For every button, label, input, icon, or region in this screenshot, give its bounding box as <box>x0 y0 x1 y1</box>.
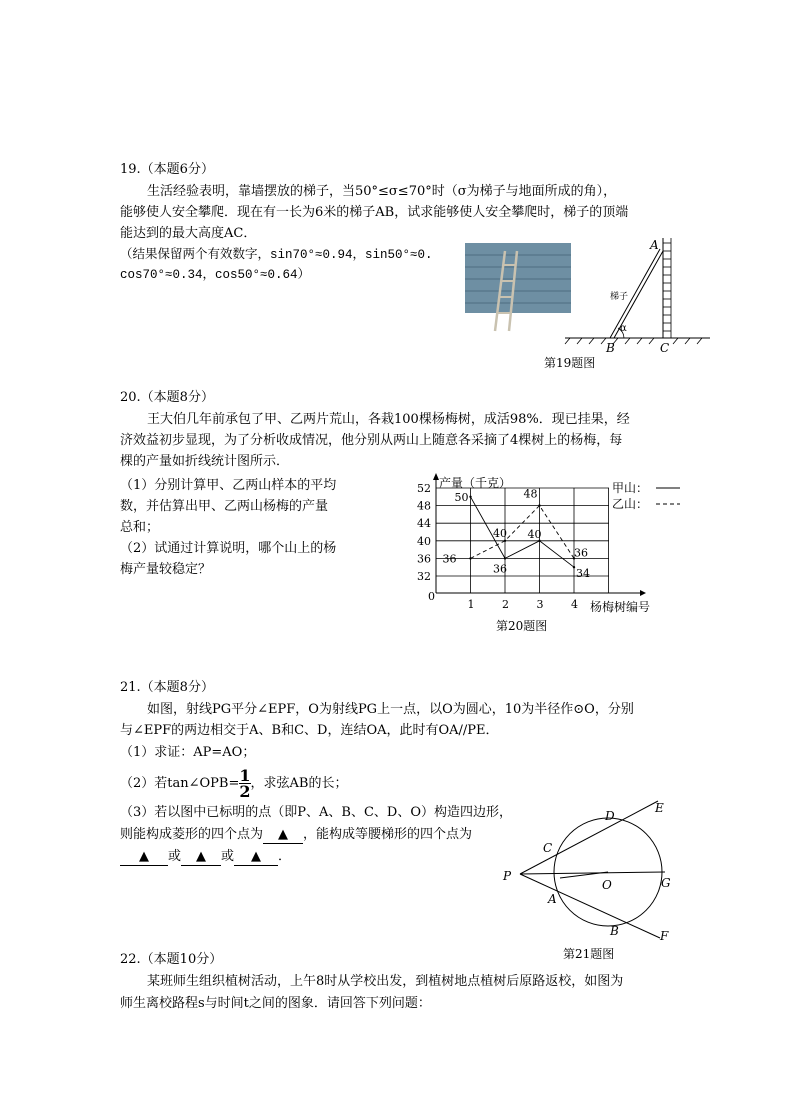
data-label: 34 <box>576 567 590 581</box>
q19-heading: 19.（本题6分） <box>120 162 214 177</box>
fraction-one-half: $\frac{1}{2}$ <box>239 766 251 801</box>
label-O: O <box>602 878 612 892</box>
x-tick-label: 4 <box>571 598 578 611</box>
q21-part-2-pre: （2）若tan∠OPB= <box>120 776 240 791</box>
q21-text-1: 如图，射线PG平分∠EPF，O为射线PG上一点，以O为圆心，10为半径作⊙O，分别 <box>147 702 634 717</box>
q20-part-1a: （1）分别计算甲、乙两山样本的平均 <box>120 478 337 493</box>
data-label: 36 <box>574 546 588 560</box>
data-label: 48 <box>523 487 538 501</box>
label-D: D <box>605 809 615 823</box>
y-tick-label: 52 <box>417 482 431 495</box>
q20-caption: 第20题图 <box>496 619 548 633</box>
label-C: C <box>660 341 670 355</box>
q19-text-1: 生活经验表明，靠墙摆放的梯子，当50°≤σ≤70°时（σ为梯子与地面所成的角）， <box>147 184 617 199</box>
q20-part-2b: 梅产量较稳定？ <box>120 562 212 577</box>
legend-jia: 甲山： <box>612 481 649 495</box>
chart-ylabel: 产量（千克） <box>439 476 512 490</box>
q20-part-1c: 总和； <box>120 520 160 535</box>
q19-text-5: cos70°≈0.34，cos50°≈0.64） <box>120 268 311 282</box>
y-tick-label: 44 <box>417 517 431 531</box>
data-label: 40 <box>527 527 542 541</box>
q20-part-1b: 数，并估算出甲、乙两山杨梅的产量 <box>120 499 329 514</box>
q21-caption: 第21题图 <box>563 947 615 961</box>
y-tick-label: 48 <box>417 499 431 513</box>
answer-blank-trapezoid-1[interactable]: ▲ <box>120 849 168 866</box>
label-P: P <box>503 869 512 883</box>
y-tick-label: 36 <box>417 552 431 566</box>
q20-heading: 20.（本题8分） <box>120 390 214 405</box>
chart-xlabel: 杨梅树编号 <box>590 600 651 614</box>
q19-text-4: （结果保留两个有效数字，sin70°≈0.94，sin50°≈0. <box>120 248 433 262</box>
q20-text-3: 棵的产量如折线统计图所示． <box>120 454 290 469</box>
q21-part-3c: ▲ 或 ▲ 或 ▲ ． <box>120 849 291 866</box>
q21-heading: 21.（本题8分） <box>120 680 214 695</box>
data-label: 50 <box>454 490 469 504</box>
q21-text-2: 与∠EPF的两边相交于A、B和C、D，连结OA，此时有OA//PE． <box>120 723 499 738</box>
chart-origin: 0 <box>428 590 435 603</box>
label-ladder: 梯子 <box>610 292 629 302</box>
label-B: B <box>610 924 619 938</box>
label-A: A <box>548 892 557 906</box>
answer-blank-rhombus[interactable]: ▲ <box>263 827 303 844</box>
x-tick-label: 2 <box>502 598 509 611</box>
x-tick-label: 1 <box>467 598 475 611</box>
label-A: A <box>650 238 659 252</box>
q19-caption: 第19题图 <box>544 356 596 370</box>
label-C: C <box>543 841 553 855</box>
q20-part-2a: （2）试通过计算说明，哪个山上的杨 <box>120 541 337 556</box>
label-B: B <box>606 341 615 355</box>
q19-text-3: 能达到的最大高度AC． <box>120 226 257 241</box>
data-label: 36 <box>493 562 507 576</box>
q21-part-3b: 则能构成菱形的四个点为 ▲ ，能构成等腰梯形的四个点为 <box>120 827 473 842</box>
answer-blank-trapezoid-2[interactable]: ▲ <box>181 849 221 866</box>
q22-heading: 22.（本题10分） <box>120 952 223 967</box>
y-tick-label: 32 <box>417 570 431 583</box>
q21-part-2-post: ，求弦AB的长； <box>250 776 348 791</box>
q20-text-2: 济效益初步显现，为了分析收成情况，他分别从两山上随意各采摘了4棵树上的杨梅，每 <box>120 433 623 448</box>
label-E: E <box>655 801 664 815</box>
y-tick-label: 40 <box>417 534 431 548</box>
q21-part-3a: （3）若以图中已标明的点（即P、A、B、C、D、O）构造四边形， <box>120 805 512 820</box>
q21-part-1: （1）求证：AP=AO； <box>120 745 256 760</box>
q19-text-2: 能够使人安全攀爬．现在有一长为6米的梯子AB，试求能够使人安全攀爬时，梯子的顶端 <box>120 205 629 220</box>
label-alpha: α <box>620 323 627 334</box>
q22-text-1: 某班师生组织植树活动，上午8时从学校出发，到植树地点植树后原路返校，如图为 <box>147 974 624 989</box>
legend-yi: 乙山： <box>612 497 649 511</box>
data-label: 36 <box>442 552 457 566</box>
q22-text-2: 师生离校路程s与时间t之间的图象．请回答下列问题： <box>120 996 431 1011</box>
label-F: F <box>660 929 669 943</box>
x-tick-label: 3 <box>536 598 544 611</box>
q20-text-1: 王大伯几年前承包了甲、乙两片荒山，各栽100棵杨梅树，成活98%．现已挂果，经 <box>147 412 630 427</box>
label-G: G <box>661 876 671 890</box>
answer-blank-trapezoid-3[interactable]: ▲ <box>234 849 278 866</box>
data-label: 40 <box>493 526 507 540</box>
